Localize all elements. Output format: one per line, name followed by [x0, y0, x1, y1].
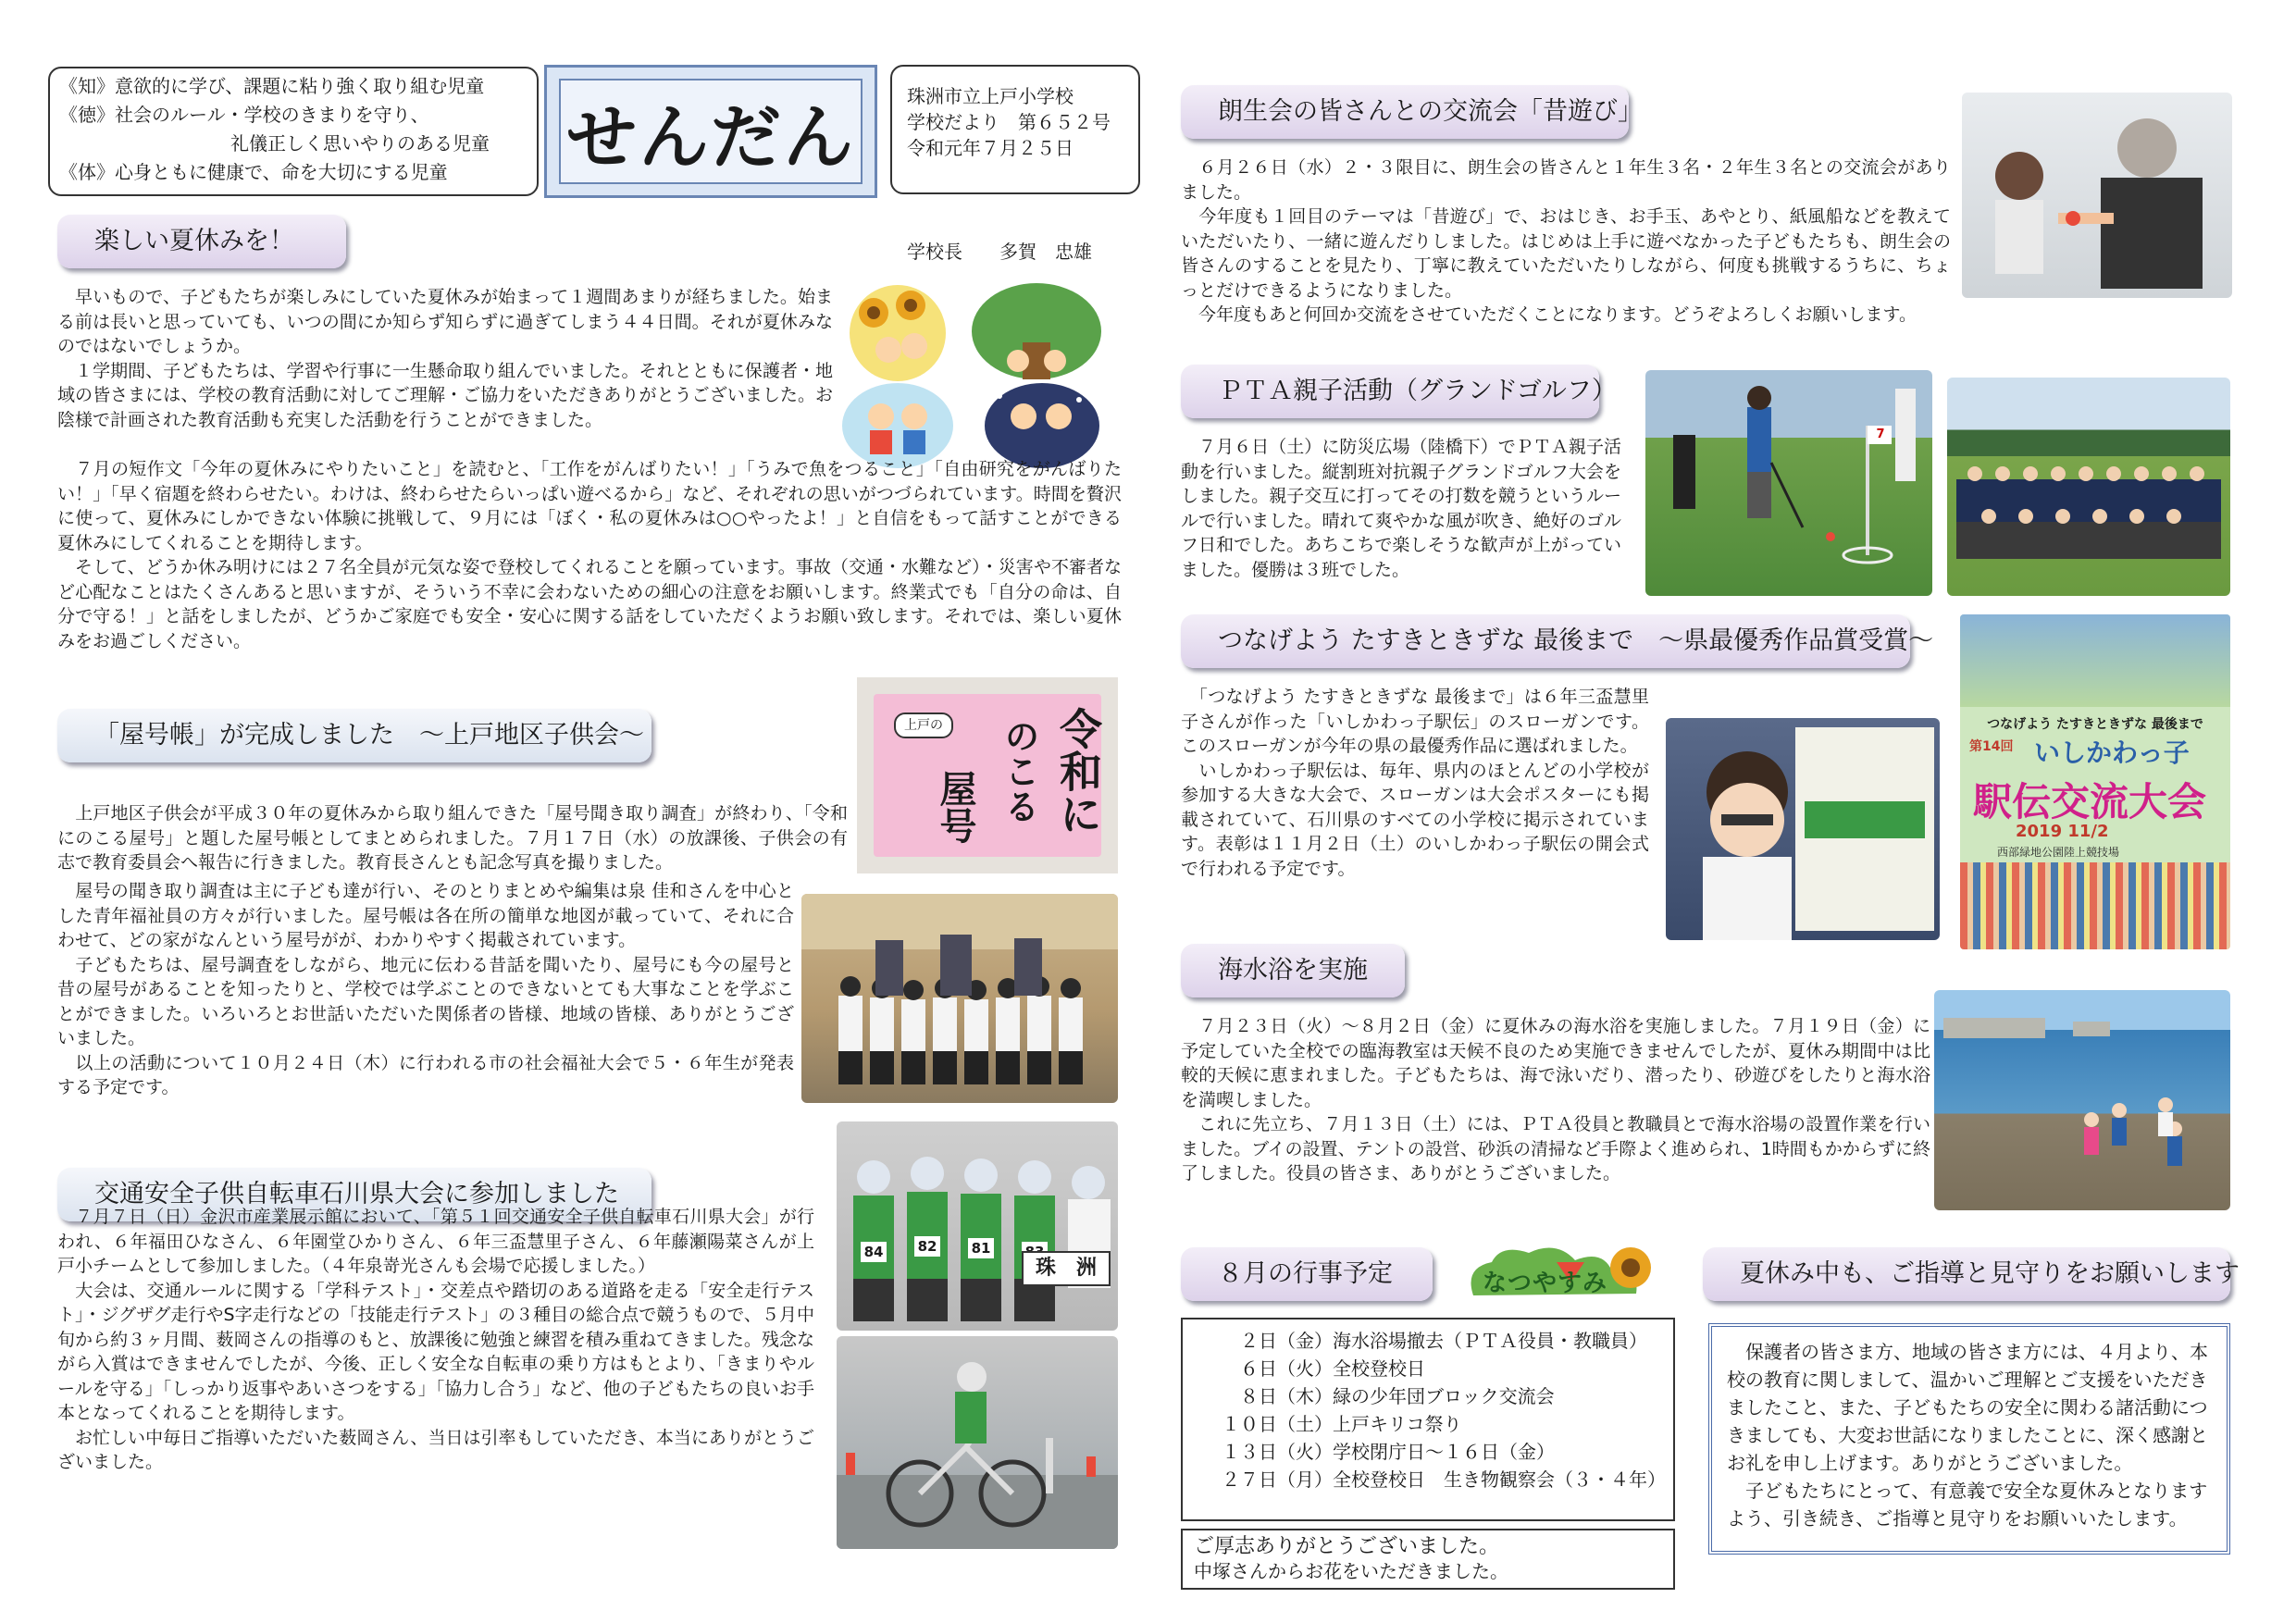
august-schedule	[1181, 1318, 1675, 1521]
summer-text-bottom	[57, 457, 1122, 653]
newsletter-title-box	[544, 65, 877, 198]
summer-illustration	[833, 278, 1107, 470]
thanks-box	[1181, 1529, 1675, 1590]
golf-flag-number: 7	[1876, 427, 1885, 441]
bib-82: 82	[914, 1236, 940, 1257]
natsuyasumi-logo	[1446, 1240, 1677, 1312]
heading-bike: 交通安全子供自転車石川県大会に参加しました	[57, 1168, 652, 1221]
bike-riding-photo	[837, 1336, 1118, 1549]
bib-84: 84	[861, 1242, 887, 1262]
slogan-award-photo	[1666, 718, 1940, 940]
heading-pta: ＰＴＡ親子活動（グランドゴルフ）	[1181, 365, 1599, 418]
yago-paragraph-2: 屋号の聞き取り調査は主に子ども達が行い、そのとりまとめや編集は泉 佳和さんを中心とした青年福祉員の方々が行いました。屋号帳は各在所の簡単な地図が載っていて、それに合わせて、どの家がなんという屋号がが、わかりやすく掲載されています。	[57, 881, 794, 950]
bike-paragraph-3: お忙しい中毎日ご指導いただいた薮岡さん、当日は引率もしていただき、本当にありがとうございました。	[57, 1427, 814, 1472]
goal-knowledge: 《知》意欲的に学び、課題に粘り強く取り組む児童	[59, 75, 485, 97]
slogan-text	[1181, 685, 1649, 881]
poster-sky	[1960, 614, 2230, 707]
yago-sign-line3: 屋号	[934, 770, 977, 844]
poster-event: 駅伝交流大会	[1973, 779, 2207, 824]
mukashi-photo	[1962, 93, 2232, 298]
poster-venue: 西部緑地公園陸上競技場	[1997, 846, 2120, 859]
heading-request: 夏休み中も、ご指導と見守りをお願いします	[1703, 1247, 2230, 1301]
beach-text	[1181, 1014, 1930, 1186]
slogan-paragraph-1: 「つなげよう たすきときずな 最後まで」は６年三盃慧里子さんが作った「いしかわっ子駅伝」のスローガンです。このスローガンが今年の県の最優秀作品に選ばれました。	[1181, 687, 1649, 756]
thanks-title: ご厚志ありがとうございました。	[1194, 1535, 1500, 1558]
goal-virtue: 《徳》社会のルール・学校のきまりを守り、	[59, 104, 429, 126]
summer-paragraph-4: そして、どうか休み明けには２７名全員が元気な姿で登校してくれることを願っています。事故（交通・水難など）・災害や不審者など心配なことはたくさんあると思いますが、そういう不幸に会わないための細心の注意をお願いします。終業式でも「自分の命は、自分で守る！」と話をしましたが、どうかご家庭でも安全・安心に関する話をしていただくようお願い致します。それでは、楽しい夏休みをお過ごしください。	[57, 557, 1122, 651]
bike-paragraph-1: ７月７日（日）金沢市産業展示館において、「第５１回交通安全子供自転車石川県大会」が行われ、６年福田ひなさん、６年園堂ひかりさん、６年三盃慧里子さん、６年藤瀬陽菜さんが上戸小チームとして参加しました。（４年泉嵜光さんも会場で応援しました。）	[57, 1207, 814, 1276]
ekiden-poster	[1960, 614, 2230, 949]
goal-virtue-cont: 礼儀正しく思いやりのある児童	[230, 132, 490, 155]
issue-info	[890, 65, 1140, 194]
event-item: １３日（火）学校閉庁日～１６日（金）	[1222, 1441, 1555, 1463]
pta-paragraph-1: ７月６日（土）に防災広場（陸橋下）でＰＴＡ親子活動を行いました。縦割班対抗親子グランドゴルフ大会をしました。親子交互に打ってその打数を競うというルールで行いました。晴れて爽やかな風が吹き、絶好のゴルフ日和でした。あちこちで楽しそうな歓声が上がっていました。優勝は３班でした。	[1181, 437, 1621, 580]
heading-mukashi: 朗生会の皆さんとの交流会「昔遊び」	[1181, 85, 1629, 139]
school-goals	[48, 67, 539, 196]
request-paragraph-2: 子どもたちにとって、有意義で安全な夏休みとなりますよう、引き続き、ご指導と見守りをお願いいたします。	[1727, 1480, 2208, 1530]
newsletter-title: せんだん	[566, 95, 855, 179]
bib-81: 81	[968, 1238, 994, 1258]
yago-paragraph-1: 上戸地区子供会が平成３０年の夏休みから取り組んできた「屋号聞き取り調査」が終わり、「令和にのこる屋号」と題した屋号帳としてまとめられました。７月１７日（水）の放課後、子供会の有志で教育委員会へ報告に行きました。教育長さんとも記念写真を撮りました。	[57, 803, 848, 873]
issue-number: 学校だより 第６５２号	[907, 111, 1111, 133]
poster-date: 2019 11/2	[2016, 822, 2109, 841]
yago-text-top	[57, 801, 848, 875]
yago-group-photo	[801, 894, 1118, 1103]
team-banner: 珠 洲	[1022, 1251, 1111, 1286]
beach-paragraph-2: これに先立ち、７月１３日（土）には、ＰＴＡ役員と教職員とで海水浴場の設置作業を行いました。ブイの設置、テントの設営、砂浜の清掃など手際よく進められ、1時間もかからずに終了しました。役員の皆さま、ありがとうございました。	[1181, 1114, 1930, 1183]
heading-yago: 「屋号帳」が完成しました ～上戸地区子供会～	[57, 709, 652, 762]
event-item: １０日（土）上戸キリコ祭り	[1222, 1413, 1462, 1435]
mukashi-paragraph-2: 今年度も１回目のテーマは「昔遊び」で、おはじき、お手玉、あやとり、紙風船などを教えていただいたり、一緒に遊んだりしました。はじめは上手に遊べなかった子どもたちも、朗生会の皆さんのすることを見たり、丁寧に教えていただいたりしながら、何度も挑戦するうちに、ちょっとだけできるようになりました。	[1181, 206, 1951, 301]
mukashi-paragraph-3: 今年度もあと何回か交流をさせていただくことになります。どうぞよろしくお願いします。	[1181, 304, 1917, 325]
event-item: ８日（木）緑の少年団ブロック交流会	[1222, 1385, 1555, 1407]
poster-slogan: つなげよう たすきときずな 最後まで	[1987, 717, 2203, 732]
goal-body: 《体》心身ともに健康で、命を大切にする児童	[59, 161, 448, 183]
yago-sign-line2: のこる	[999, 718, 1040, 824]
bike-team-photo	[837, 1121, 1118, 1331]
thanks-text: 中塚さんからお花をいただきました。	[1194, 1560, 1508, 1582]
slogan-paragraph-2: いしかわっ子駅伝は、毎年、県内のほとんどの小学校が参加する大きな大会で、スローガンは大会ポスターにも掲載されていて、石川県のすべての小学校に掲示されています。表彰は１１月２日（土）のいしかわっ子駅伝の開会式で行われる予定です。	[1181, 760, 1649, 879]
heading-slogan: つなげよう たすきときずな 最後まで ～県最優秀作品賞受賞～	[1181, 614, 1910, 668]
poster-edition: 第14回	[1969, 739, 2014, 754]
event-item: ２７日（月）全校登校日 生き物観察会（３・４年）	[1222, 1468, 1666, 1491]
mukashi-text	[1181, 155, 1951, 328]
yago-paragraph-3: 子どもたちは、屋号調査をしながら、地元に伝わる昔話を聞いたり、屋号にも今の屋号と昔の屋号があることを知ったりと、学校では学ぶことのできないとても大事なことを学ぶことができました。いろいろとお世話いただいた関係者の皆様、地域の皆様、ありがとうございました。	[57, 954, 794, 1048]
bike-text	[57, 1205, 814, 1475]
yago-sign-photo	[857, 677, 1118, 873]
issue-date: 令和元年７月２５日	[907, 137, 1074, 159]
summer-text-top	[57, 285, 833, 432]
pta-text	[1181, 435, 1621, 582]
summer-paragraph-3: ７月の短作文「今年の夏休みにやりたいこと」を読むと、「工作をがんばりたい！」「うみで魚をつること」「自由研究をがんばりたい！」「早く宿題を終わらせたい。わけは、終わらせたらいっぱい遊べるから」など、それぞれの思いがつづられています。時間を贅沢に使って、夏休みにしかできない体験に挑戦して、９月には「ぼく・私の夏休みは○○やったよ！」と自信をもって話すことができる夏休みにしてくれることを期待します。	[57, 459, 1122, 553]
event-item: ６日（火）全校登校日	[1222, 1357, 1425, 1380]
poster-runners	[1960, 862, 2230, 949]
bike-paragraph-2: 大会は、交通ルールに関する「学科テスト」・交差点や踏切のある道路を走る「安全走行テスト」・ジグザグ走行やS字走行などの「技能走行テスト」の３種目の総合点で競うもので、５月中旬から約３ヶ月間、薮岡さんの指導のもと、放課後に勉強と練習を積み重ねてきました。残念ながら入賞はできませんでしたが、今後、正しく安全な自転車の乗り方はもとより、「きまりやルールを守る」「しっかり返事やあいさつをする」「協力し合う」など、他の子どもたちの良いお手本となってくれることを期待します。	[57, 1280, 814, 1423]
request-box	[1708, 1323, 2230, 1555]
beach-photo	[1934, 990, 2230, 1210]
yago-badge: 上戸の	[894, 712, 953, 738]
yago-text-bottom	[57, 879, 794, 1100]
mukashi-paragraph-1: ６月２６日（水）２・３限目に、朗生会の皆さんと１年生３名・２年生３名との交流会がありました。	[1181, 157, 1951, 203]
heading-beach: 海水浴を実施	[1181, 944, 1405, 997]
request-paragraph-1: 保護者の皆さま方、地域の皆さま方には、４月より、本校の教育に関しまして、温かいご理解とご支援をいただきましたこと、また、子どもたちの安全に関わる諸活動につきましても、大変お世話になりましたことに、深く感謝とお礼を申し上げます。ありがとうございました。	[1727, 1341, 2208, 1474]
beach-paragraph-1: ７月２３日（火）～８月２日（金）に夏休みの海水浴を実施しました。７月１９日（金）に予定していた全校での臨海教室は天候不良のため実施できませんでしたが、夏休み期間中は比較的天候に恵まれました。子どもたちは、海で泳いだり、潜ったり、砂遊びをしたりと海水浴を満喫しました。	[1181, 1016, 1930, 1110]
pta-golf-photo	[1645, 370, 1932, 596]
summer-paragraph-1: 早いもので、子どもたちが楽しみにしていた夏休みが始まって１週間あまりが経ちました。始まる前は長いと思っていても、いつの間にか知らず知らずに過ぎてしまう４４日間。それが夏休みなのではないでしょうか。	[57, 287, 833, 356]
pta-group-photo	[1947, 378, 2230, 596]
heading-summer: 楽しい夏休みを！	[57, 215, 346, 268]
summer-paragraph-2: １学期間、子どもたちは、学習や行事に一生懸命取り組んでいました。それとともに保護者・地域の皆さまには、学校の教育活動に対してご理解・ご協力をいただきありがとうございました。お陰様で計画された教育活動も充実した活動を行うことができました。	[57, 360, 833, 430]
logo-text: なつやすみ	[1483, 1270, 1608, 1297]
principal-name: 学校長 多賀 忠雄	[907, 241, 1092, 263]
yago-paragraph-4: 以上の活動について１０月２４日（木）に行われる市の社会福祉大会で５・６年生が発表する予定です。	[57, 1052, 794, 1097]
heading-august: ８月の行事予定	[1181, 1247, 1433, 1301]
event-item: ２日（金）海水浴場撤去（ＰＴＡ役員・教職員）	[1222, 1330, 1647, 1352]
school-name: 珠洲市立上戸小学校	[907, 85, 1074, 107]
yago-sign-line1: 令和に	[1053, 707, 1103, 835]
poster-name: いしかわっ子	[2034, 737, 2190, 768]
